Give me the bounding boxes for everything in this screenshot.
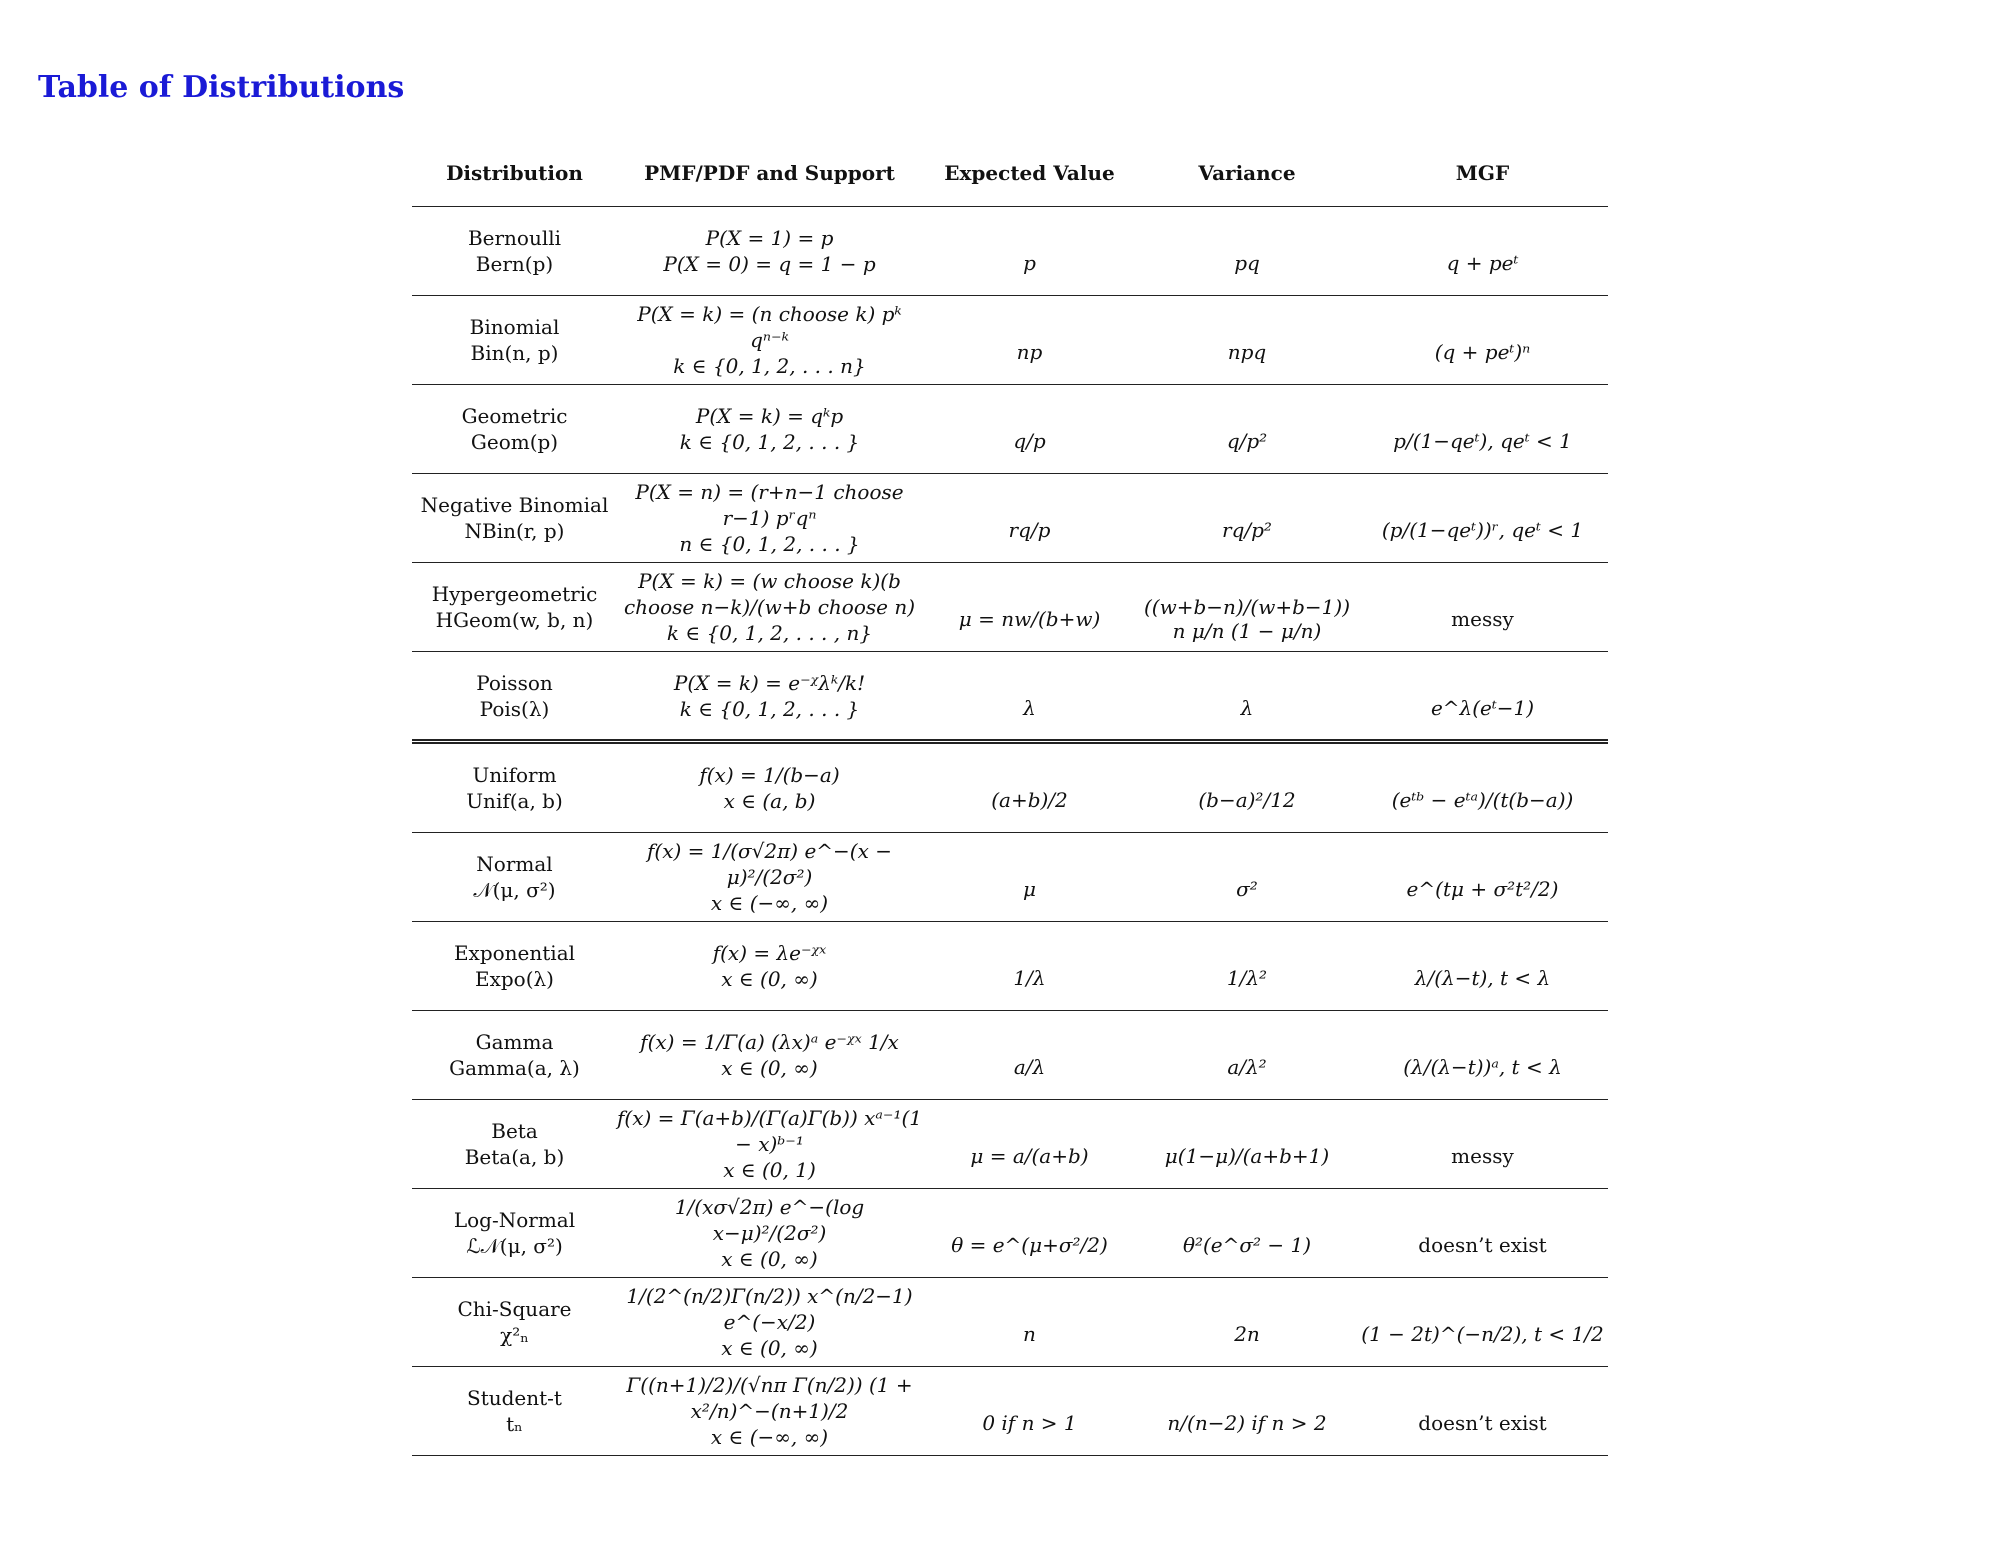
support: k ∈ {0, 1, 2, . . . } bbox=[679, 430, 860, 454]
header-variance: Variance bbox=[1198, 161, 1296, 185]
pmf-formula: 1/(2^(n/2)Γ(n/2)) x^(n/2−1) e^(−x/2) bbox=[626, 1284, 913, 1334]
pmf-cell bbox=[617, 1283, 922, 1361]
expected-value-cell: θ = e^(μ+σ²/2) bbox=[951, 1233, 1108, 1257]
pmf-formula: P(X = k) = qᵏp bbox=[695, 404, 844, 428]
variance-cell: a/λ² bbox=[1227, 1055, 1267, 1079]
distribution-symbol: 𝒩(μ, σ²) bbox=[473, 878, 556, 902]
variance-cell: rq/p² bbox=[1222, 518, 1272, 542]
distribution-cell bbox=[412, 762, 617, 814]
variance-cell: σ² bbox=[1236, 877, 1258, 901]
variance-cell: λ bbox=[1240, 695, 1254, 720]
distribution-cell bbox=[412, 403, 617, 455]
distribution-cell bbox=[412, 1029, 617, 1081]
pmf-formula: P(X = k) = e⁻ᵡλᵏ/k! bbox=[673, 670, 866, 695]
pmf-cell bbox=[617, 838, 922, 916]
distribution-name: Binomial bbox=[469, 315, 560, 339]
mgf-cell: e^(tμ + σ²t²/2) bbox=[1406, 877, 1559, 901]
distribution-cell bbox=[412, 940, 617, 992]
pmf-formula: 1/(xσ√2π) e^−(log x−μ)²/(2σ²) bbox=[674, 1195, 865, 1245]
mgf-cell: messy bbox=[1451, 1144, 1514, 1168]
variance-cell: n/(n−2) if n > 2 bbox=[1167, 1411, 1327, 1435]
table-row bbox=[412, 296, 1608, 385]
support: x ∈ (0, ∞) bbox=[721, 1336, 818, 1360]
table-row bbox=[412, 474, 1608, 563]
header-pmf-pdf: PMF/PDF and Support bbox=[644, 161, 895, 185]
table-row bbox=[412, 1100, 1608, 1189]
pmf-formula: P(X = k) = (w choose k)(b choose n−k)/(w+b choose n) bbox=[623, 569, 916, 619]
distribution-cell bbox=[412, 1118, 617, 1170]
distribution-name: Exponential bbox=[453, 941, 576, 965]
expected-value-cell: (a+b)/2 bbox=[991, 788, 1068, 812]
distribution-symbol: HGeom(w, b, n) bbox=[435, 608, 594, 632]
distribution-name: Log-Normal bbox=[453, 1208, 576, 1232]
support: x ∈ (0, 1) bbox=[723, 1158, 816, 1182]
table-row bbox=[412, 385, 1608, 474]
mgf-cell: (1 − 2t)^(−n/2), t < 1/2 bbox=[1361, 1322, 1604, 1346]
distribution-symbol: Pois(λ) bbox=[479, 696, 550, 721]
expected-value-cell: q/p bbox=[1013, 429, 1046, 453]
pmf-formula: f(x) = 1/(b−a) bbox=[699, 763, 840, 787]
pmf-formula: Γ((n+1)/2)/(√nπ Γ(n/2)) (1 + x²/n)^−(n+1)/2 bbox=[626, 1373, 913, 1423]
distributions-table bbox=[412, 140, 1608, 1456]
distribution-symbol: Bern(p) bbox=[475, 252, 554, 276]
pmf-cell bbox=[617, 301, 922, 379]
pmf-cell bbox=[617, 225, 922, 277]
table-body bbox=[412, 207, 1608, 1456]
variance-cell: q/p² bbox=[1226, 429, 1268, 453]
distribution-name: Chi-Square bbox=[457, 1297, 572, 1321]
support: x ∈ (−∞, ∞) bbox=[710, 1425, 829, 1449]
variance-cell: ((w+b−n)/(w+b−1)) n μ/n (1 − μ/n) bbox=[1143, 595, 1351, 643]
distribution-symbol: NBin(r, p) bbox=[464, 519, 565, 543]
table-row bbox=[412, 1189, 1608, 1278]
distribution-cell bbox=[412, 851, 617, 903]
distribution-symbol: Geom(p) bbox=[470, 430, 559, 454]
table-row bbox=[412, 207, 1608, 296]
support: k ∈ {0, 1, 2, . . . n} bbox=[673, 354, 866, 378]
support: x ∈ (0, ∞) bbox=[721, 1247, 818, 1271]
table-row bbox=[412, 563, 1608, 652]
table-row bbox=[412, 833, 1608, 922]
distribution-name: Negative Binomial bbox=[420, 493, 609, 517]
table-row bbox=[412, 1278, 1608, 1367]
distribution-name: Student-t bbox=[467, 1386, 562, 1410]
distribution-name: Bernoulli bbox=[467, 226, 562, 250]
header-mgf: MGF bbox=[1455, 161, 1510, 185]
mgf-cell: (p/(1−qeᵗ))ʳ, qeᵗ < 1 bbox=[1381, 518, 1584, 542]
variance-cell: (b−a)²/12 bbox=[1198, 788, 1296, 812]
support: x ∈ (−∞, ∞) bbox=[710, 891, 829, 915]
expected-value-cell: n bbox=[1023, 1322, 1036, 1346]
mgf-cell: doesn’t exist bbox=[1418, 1411, 1547, 1435]
distribution-name: Normal bbox=[476, 852, 553, 876]
expected-value-cell: λ bbox=[1023, 695, 1036, 720]
mgf-cell: messy bbox=[1451, 607, 1514, 631]
distribution-cell bbox=[412, 225, 617, 277]
variance-cell: pq bbox=[1234, 251, 1260, 275]
expected-value-cell: p bbox=[1023, 251, 1036, 275]
distribution-cell bbox=[412, 1385, 617, 1437]
table-row bbox=[412, 652, 1608, 744]
pmf-formula: f(x) = 1/Γ(a) (λx)ᵃ e⁻ᵡˣ 1/x bbox=[640, 1030, 899, 1054]
pmf-formula: f(x) = 1/(σ√2π) e^−(x − μ)²/(2σ²) bbox=[647, 839, 892, 889]
distribution-symbol: Beta(a, b) bbox=[464, 1145, 565, 1169]
expected-value-cell: μ = a/(a+b) bbox=[970, 1144, 1089, 1168]
pmf-formula: f(x) = λe⁻ᵡˣ bbox=[712, 941, 827, 965]
expected-value-cell: μ = nw/(b+w) bbox=[958, 607, 1101, 631]
header-distribution: Distribution bbox=[446, 161, 583, 185]
pmf-cell bbox=[617, 1029, 922, 1081]
distribution-symbol: Expo(λ) bbox=[474, 967, 554, 991]
table-header bbox=[412, 140, 1608, 207]
header-expected-value: Expected Value bbox=[944, 161, 1115, 185]
expected-value-cell: μ bbox=[1023, 877, 1036, 901]
pmf-formula: f(x) = Γ(a+b)/(Γ(a)Γ(b)) xᵃ⁻¹(1 − x)ᵇ⁻¹ bbox=[617, 1106, 923, 1156]
distribution-symbol: tₙ bbox=[506, 1412, 523, 1436]
distribution-cell bbox=[412, 1296, 617, 1348]
distribution-name: Beta bbox=[491, 1119, 538, 1143]
support: x ∈ (0, ∞) bbox=[721, 1056, 818, 1080]
pmf-cell bbox=[617, 940, 922, 992]
distribution-name: Gamma bbox=[475, 1030, 554, 1054]
distribution-symbol: χ²ₙ bbox=[500, 1323, 529, 1347]
mgf-cell: doesn’t exist bbox=[1418, 1233, 1547, 1257]
support: k ∈ {0, 1, 2, . . . , n} bbox=[666, 621, 873, 645]
pmf-formula: P(X = 1) = p bbox=[705, 226, 834, 250]
support: n ∈ {0, 1, 2, . . . } bbox=[679, 532, 860, 556]
pmf-cell bbox=[617, 762, 922, 814]
mgf-cell: e^λ(eᵗ−1) bbox=[1430, 695, 1535, 720]
distribution-name: Hypergeometric bbox=[431, 582, 598, 606]
distribution-symbol: Unif(a, b) bbox=[466, 789, 563, 813]
distribution-symbol: ℒ𝒩(μ, σ²) bbox=[466, 1234, 563, 1258]
distribution-symbol: Gamma(a, λ) bbox=[449, 1056, 580, 1080]
table-row bbox=[412, 922, 1608, 1011]
variance-cell: μ(1−μ)/(a+b+1) bbox=[1164, 1144, 1330, 1168]
mgf-cell: q + peᵗ bbox=[1446, 251, 1519, 275]
distribution-cell bbox=[412, 581, 617, 633]
distribution-cell bbox=[412, 492, 617, 544]
table-row bbox=[412, 1011, 1608, 1100]
mgf-cell: (q + peᵗ)ⁿ bbox=[1434, 340, 1531, 364]
distribution-name: Uniform bbox=[472, 763, 557, 787]
distribution-cell bbox=[412, 314, 617, 366]
mgf-cell: (λ/(λ−t))ᵃ, t < λ bbox=[1403, 1055, 1562, 1079]
distribution-cell bbox=[412, 1207, 617, 1259]
variance-cell: npq bbox=[1227, 340, 1267, 364]
expected-value-cell: a/λ bbox=[1013, 1055, 1046, 1079]
support: k ∈ {0, 1, 2, . . . } bbox=[679, 696, 860, 721]
variance-cell: 2n bbox=[1234, 1322, 1260, 1346]
support: x ∈ (a, b) bbox=[723, 789, 816, 813]
pmf-cell bbox=[617, 670, 922, 722]
distribution-cell bbox=[412, 670, 617, 722]
support: P(X = 0) = q = 1 − p bbox=[663, 252, 876, 276]
mgf-cell: (eᵗᵇ − eᵗᵃ)/(t(b−a)) bbox=[1391, 788, 1574, 812]
pmf-formula: P(X = k) = (n choose k) pᵏ qⁿ⁻ᵏ bbox=[637, 302, 902, 352]
mgf-cell: λ/(λ−t), t < λ bbox=[1414, 966, 1551, 990]
variance-cell: 1/λ² bbox=[1226, 966, 1268, 990]
expected-value-cell: 1/λ bbox=[1013, 966, 1046, 990]
table-row bbox=[412, 744, 1608, 833]
pmf-formula: P(X = n) = (r+n−1 choose r−1) pʳqⁿ bbox=[635, 480, 904, 530]
pmf-cell bbox=[617, 568, 922, 646]
pmf-cell bbox=[617, 403, 922, 455]
table-row bbox=[412, 1367, 1608, 1456]
pmf-cell bbox=[617, 1105, 922, 1183]
variance-cell: θ²(e^σ² − 1) bbox=[1182, 1233, 1312, 1257]
distribution-symbol: Bin(n, p) bbox=[470, 341, 559, 365]
pmf-cell bbox=[617, 479, 922, 557]
distribution-name: Geometric bbox=[461, 404, 568, 428]
mgf-cell: p/(1−qeᵗ), qeᵗ < 1 bbox=[1393, 429, 1572, 453]
pmf-cell bbox=[617, 1372, 922, 1450]
support: x ∈ (0, ∞) bbox=[721, 967, 818, 991]
expected-value-cell: 0 if n > 1 bbox=[982, 1411, 1077, 1435]
pmf-cell bbox=[617, 1194, 922, 1272]
distribution-name: Poisson bbox=[476, 670, 553, 695]
expected-value-cell: rq/p bbox=[1008, 518, 1051, 542]
page-title: Table of Distributions bbox=[38, 70, 405, 105]
expected-value-cell: np bbox=[1016, 340, 1043, 364]
